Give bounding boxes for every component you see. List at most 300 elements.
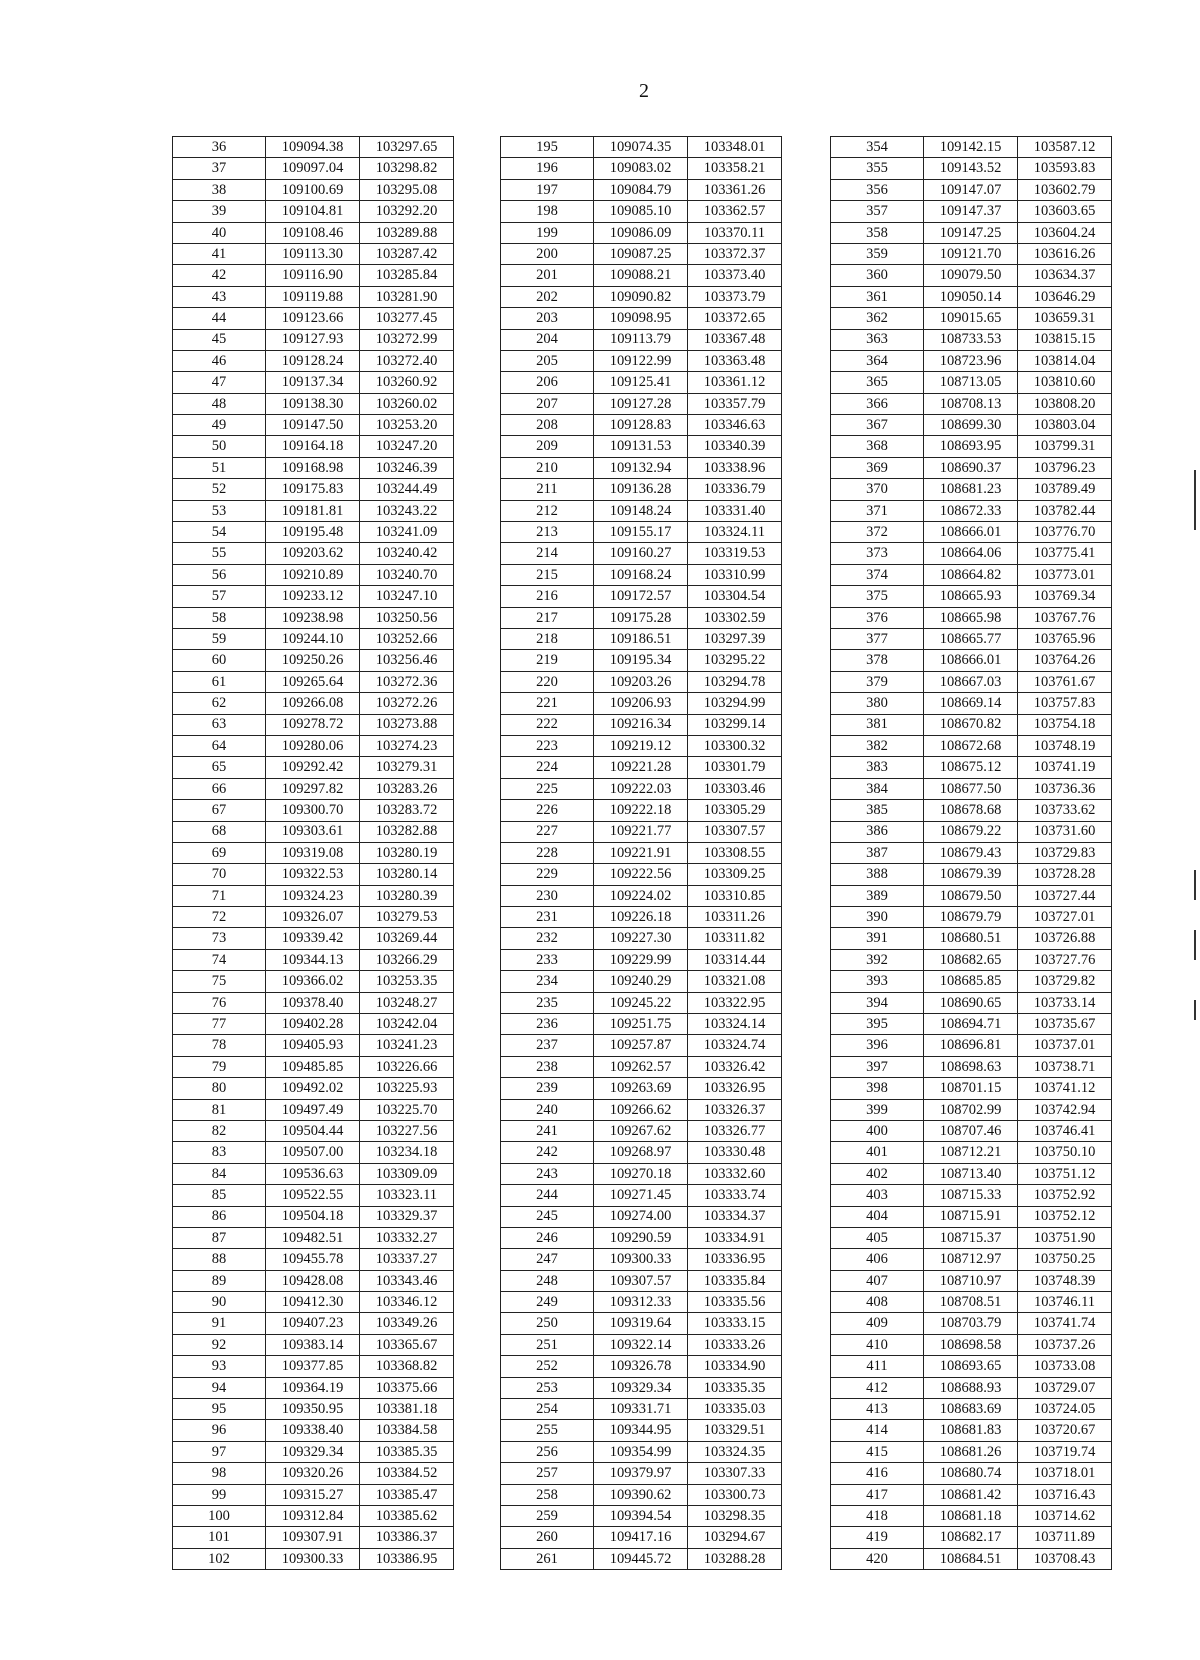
table-row bbox=[831, 800, 1112, 821]
x-coordinate-cell: 109131.53 bbox=[594, 436, 688, 457]
point-number-cell: 69 bbox=[173, 842, 266, 863]
table-row bbox=[831, 1078, 1112, 1099]
x-coordinate-cell: 109455.78 bbox=[266, 1249, 360, 1270]
x-coordinate-cell: 108681.18 bbox=[924, 1506, 1018, 1527]
table-row bbox=[173, 1292, 454, 1313]
y-coordinate-cell: 103324.35 bbox=[688, 1441, 782, 1462]
table-row bbox=[173, 842, 454, 863]
y-coordinate-cell: 103731.60 bbox=[1018, 821, 1112, 842]
table-row bbox=[831, 286, 1112, 307]
y-coordinate-cell: 103741.19 bbox=[1018, 757, 1112, 778]
y-coordinate-cell: 103602.79 bbox=[1018, 179, 1112, 200]
point-number-cell: 261 bbox=[501, 1548, 594, 1569]
point-number-cell: 384 bbox=[831, 778, 924, 799]
x-coordinate-cell: 108679.43 bbox=[924, 842, 1018, 863]
point-number-cell: 399 bbox=[831, 1099, 924, 1120]
table-row bbox=[831, 265, 1112, 286]
y-coordinate-cell: 103280.19 bbox=[360, 842, 454, 863]
point-number-cell: 76 bbox=[173, 992, 266, 1013]
x-coordinate-cell: 108684.51 bbox=[924, 1548, 1018, 1569]
y-coordinate-cell: 103256.46 bbox=[360, 650, 454, 671]
x-coordinate-cell: 109125.41 bbox=[594, 372, 688, 393]
point-number-cell: 65 bbox=[173, 757, 266, 778]
x-coordinate-cell: 108715.33 bbox=[924, 1185, 1018, 1206]
point-number-cell: 254 bbox=[501, 1399, 594, 1420]
table-row bbox=[831, 1399, 1112, 1420]
x-coordinate-cell: 109121.70 bbox=[924, 243, 1018, 264]
y-coordinate-cell: 103336.79 bbox=[688, 479, 782, 500]
y-coordinate-cell: 103319.53 bbox=[688, 543, 782, 564]
table-row bbox=[173, 971, 454, 992]
point-number-cell: 364 bbox=[831, 350, 924, 371]
point-number-cell: 387 bbox=[831, 842, 924, 863]
point-number-cell: 395 bbox=[831, 1014, 924, 1035]
x-coordinate-cell: 109227.30 bbox=[594, 928, 688, 949]
point-number-cell: 257 bbox=[501, 1463, 594, 1484]
y-coordinate-cell: 103782.44 bbox=[1018, 500, 1112, 521]
y-coordinate-cell: 103272.36 bbox=[360, 671, 454, 692]
y-coordinate-cell: 103280.14 bbox=[360, 864, 454, 885]
y-coordinate-cell: 103280.39 bbox=[360, 885, 454, 906]
point-number-cell: 393 bbox=[831, 971, 924, 992]
x-coordinate-cell: 109504.18 bbox=[266, 1206, 360, 1227]
table-row bbox=[501, 137, 782, 158]
y-coordinate-cell: 103326.37 bbox=[688, 1099, 782, 1120]
table-row bbox=[501, 778, 782, 799]
x-coordinate-cell: 108682.65 bbox=[924, 949, 1018, 970]
table-row bbox=[173, 1120, 454, 1141]
y-coordinate-cell: 103298.82 bbox=[360, 158, 454, 179]
table-row bbox=[831, 735, 1112, 756]
y-coordinate-cell: 103298.35 bbox=[688, 1506, 782, 1527]
x-coordinate-cell: 109312.33 bbox=[594, 1292, 688, 1313]
x-coordinate-cell: 109143.52 bbox=[924, 158, 1018, 179]
point-number-cell: 62 bbox=[173, 693, 266, 714]
x-coordinate-cell: 109322.53 bbox=[266, 864, 360, 885]
table-row bbox=[173, 907, 454, 928]
y-coordinate-cell: 103343.46 bbox=[360, 1270, 454, 1291]
y-coordinate-cell: 103761.67 bbox=[1018, 671, 1112, 692]
x-coordinate-cell: 109097.04 bbox=[266, 158, 360, 179]
y-coordinate-cell: 103227.56 bbox=[360, 1120, 454, 1141]
y-coordinate-cell: 103323.11 bbox=[360, 1185, 454, 1206]
x-coordinate-cell: 109148.24 bbox=[594, 500, 688, 521]
point-number-cell: 41 bbox=[173, 243, 266, 264]
x-coordinate-cell: 109181.81 bbox=[266, 500, 360, 521]
y-coordinate-cell: 103733.14 bbox=[1018, 992, 1112, 1013]
y-coordinate-cell: 103269.44 bbox=[360, 928, 454, 949]
x-coordinate-cell: 109119.88 bbox=[266, 286, 360, 307]
point-number-cell: 46 bbox=[173, 350, 266, 371]
table-row bbox=[501, 650, 782, 671]
table-row bbox=[173, 415, 454, 436]
table-row bbox=[173, 1527, 454, 1548]
point-number-cell: 259 bbox=[501, 1506, 594, 1527]
point-number-cell: 70 bbox=[173, 864, 266, 885]
y-coordinate-cell: 103375.66 bbox=[360, 1377, 454, 1398]
point-number-cell: 58 bbox=[173, 607, 266, 628]
point-number-cell: 67 bbox=[173, 800, 266, 821]
y-coordinate-cell: 103372.37 bbox=[688, 243, 782, 264]
point-number-cell: 221 bbox=[501, 693, 594, 714]
x-coordinate-cell: 108708.51 bbox=[924, 1292, 1018, 1313]
point-number-cell: 68 bbox=[173, 821, 266, 842]
point-number-cell: 220 bbox=[501, 671, 594, 692]
table-row bbox=[501, 1356, 782, 1377]
point-number-cell: 88 bbox=[173, 1249, 266, 1270]
point-number-cell: 75 bbox=[173, 971, 266, 992]
table-row bbox=[831, 479, 1112, 500]
point-number-cell: 398 bbox=[831, 1078, 924, 1099]
point-number-cell: 56 bbox=[173, 564, 266, 585]
table-row bbox=[173, 757, 454, 778]
y-coordinate-cell: 103381.18 bbox=[360, 1399, 454, 1420]
point-number-cell: 85 bbox=[173, 1185, 266, 1206]
point-number-cell: 40 bbox=[173, 222, 266, 243]
x-coordinate-cell: 109263.69 bbox=[594, 1078, 688, 1099]
point-number-cell: 99 bbox=[173, 1484, 266, 1505]
table-row bbox=[501, 543, 782, 564]
point-number-cell: 245 bbox=[501, 1206, 594, 1227]
table-row bbox=[501, 1227, 782, 1248]
x-coordinate-cell: 108703.79 bbox=[924, 1313, 1018, 1334]
y-coordinate-cell: 103714.62 bbox=[1018, 1506, 1112, 1527]
x-coordinate-cell: 109266.62 bbox=[594, 1099, 688, 1120]
x-coordinate-cell: 109221.77 bbox=[594, 821, 688, 842]
table-row bbox=[173, 543, 454, 564]
table-row bbox=[831, 158, 1112, 179]
x-coordinate-cell: 109322.14 bbox=[594, 1334, 688, 1355]
table-row bbox=[173, 1078, 454, 1099]
y-coordinate-cell: 103333.26 bbox=[688, 1334, 782, 1355]
table-row bbox=[831, 1206, 1112, 1227]
x-coordinate-cell: 109354.99 bbox=[594, 1441, 688, 1462]
point-number-cell: 237 bbox=[501, 1035, 594, 1056]
x-coordinate-cell: 109366.02 bbox=[266, 971, 360, 992]
table-row bbox=[173, 329, 454, 350]
y-coordinate-cell: 103659.31 bbox=[1018, 308, 1112, 329]
point-number-cell: 243 bbox=[501, 1163, 594, 1184]
coordinate-table-middle bbox=[500, 136, 782, 1570]
table-row bbox=[173, 564, 454, 585]
table-row bbox=[501, 372, 782, 393]
x-coordinate-cell: 109122.99 bbox=[594, 350, 688, 371]
x-coordinate-cell: 109087.25 bbox=[594, 243, 688, 264]
x-coordinate-cell: 109331.71 bbox=[594, 1399, 688, 1420]
point-number-cell: 250 bbox=[501, 1313, 594, 1334]
table-row bbox=[501, 586, 782, 607]
point-number-cell: 87 bbox=[173, 1227, 266, 1248]
table-row bbox=[173, 1399, 454, 1420]
point-number-cell: 223 bbox=[501, 735, 594, 756]
x-coordinate-cell: 109312.84 bbox=[266, 1506, 360, 1527]
y-coordinate-cell: 103384.52 bbox=[360, 1463, 454, 1484]
y-coordinate-cell: 103331.40 bbox=[688, 500, 782, 521]
y-coordinate-cell: 103241.23 bbox=[360, 1035, 454, 1056]
point-number-cell: 71 bbox=[173, 885, 266, 906]
point-number-cell: 389 bbox=[831, 885, 924, 906]
y-coordinate-cell: 103752.92 bbox=[1018, 1185, 1112, 1206]
table-row bbox=[831, 1227, 1112, 1248]
point-number-cell: 375 bbox=[831, 586, 924, 607]
y-coordinate-cell: 103335.35 bbox=[688, 1377, 782, 1398]
point-number-cell: 361 bbox=[831, 286, 924, 307]
y-coordinate-cell: 103294.67 bbox=[688, 1527, 782, 1548]
x-coordinate-cell: 109244.10 bbox=[266, 628, 360, 649]
x-coordinate-cell: 109383.14 bbox=[266, 1334, 360, 1355]
point-number-cell: 210 bbox=[501, 457, 594, 478]
table-row bbox=[173, 778, 454, 799]
point-number-cell: 66 bbox=[173, 778, 266, 799]
point-number-cell: 366 bbox=[831, 393, 924, 414]
point-number-cell: 409 bbox=[831, 1313, 924, 1334]
y-coordinate-cell: 103311.82 bbox=[688, 928, 782, 949]
point-number-cell: 48 bbox=[173, 393, 266, 414]
table-row bbox=[173, 1548, 454, 1569]
point-number-cell: 222 bbox=[501, 714, 594, 735]
x-coordinate-cell: 109168.98 bbox=[266, 457, 360, 478]
table-row bbox=[173, 650, 454, 671]
y-coordinate-cell: 103733.08 bbox=[1018, 1356, 1112, 1377]
point-number-cell: 255 bbox=[501, 1420, 594, 1441]
x-coordinate-cell: 109160.27 bbox=[594, 543, 688, 564]
table-row bbox=[501, 842, 782, 863]
table-row bbox=[831, 1120, 1112, 1141]
x-coordinate-cell: 109090.82 bbox=[594, 286, 688, 307]
table-row bbox=[173, 308, 454, 329]
y-coordinate-cell: 103300.73 bbox=[688, 1484, 782, 1505]
y-coordinate-cell: 103294.99 bbox=[688, 693, 782, 714]
table-row bbox=[831, 607, 1112, 628]
x-coordinate-cell: 108664.82 bbox=[924, 564, 1018, 585]
point-number-cell: 413 bbox=[831, 1399, 924, 1420]
x-coordinate-cell: 109326.78 bbox=[594, 1356, 688, 1377]
point-number-cell: 201 bbox=[501, 265, 594, 286]
table-row bbox=[831, 500, 1112, 521]
x-coordinate-cell: 108681.42 bbox=[924, 1484, 1018, 1505]
x-coordinate-cell: 108672.33 bbox=[924, 500, 1018, 521]
y-coordinate-cell: 103252.66 bbox=[360, 628, 454, 649]
table-row bbox=[831, 842, 1112, 863]
x-coordinate-cell: 108683.69 bbox=[924, 1399, 1018, 1420]
point-number-cell: 258 bbox=[501, 1484, 594, 1505]
y-coordinate-cell: 103322.95 bbox=[688, 992, 782, 1013]
table-row bbox=[831, 693, 1112, 714]
x-coordinate-cell: 109074.35 bbox=[594, 137, 688, 158]
point-number-cell: 202 bbox=[501, 286, 594, 307]
table-row bbox=[173, 735, 454, 756]
point-number-cell: 224 bbox=[501, 757, 594, 778]
y-coordinate-cell: 103244.49 bbox=[360, 479, 454, 500]
table-row bbox=[501, 1527, 782, 1548]
table-row bbox=[173, 693, 454, 714]
y-coordinate-cell: 103362.57 bbox=[688, 201, 782, 222]
point-number-cell: 230 bbox=[501, 885, 594, 906]
table-row bbox=[501, 1334, 782, 1355]
x-coordinate-cell: 109303.61 bbox=[266, 821, 360, 842]
table-row bbox=[173, 286, 454, 307]
x-coordinate-cell: 109280.06 bbox=[266, 735, 360, 756]
point-number-cell: 354 bbox=[831, 137, 924, 158]
x-coordinate-cell: 108701.15 bbox=[924, 1078, 1018, 1099]
y-coordinate-cell: 103750.10 bbox=[1018, 1142, 1112, 1163]
table-row bbox=[501, 564, 782, 585]
x-coordinate-cell: 108693.95 bbox=[924, 436, 1018, 457]
table-row bbox=[173, 1463, 454, 1484]
x-coordinate-cell: 108682.17 bbox=[924, 1527, 1018, 1548]
x-coordinate-cell: 108679.39 bbox=[924, 864, 1018, 885]
x-coordinate-cell: 109116.90 bbox=[266, 265, 360, 286]
x-coordinate-cell: 108672.68 bbox=[924, 735, 1018, 756]
y-coordinate-cell: 103814.04 bbox=[1018, 350, 1112, 371]
point-number-cell: 260 bbox=[501, 1527, 594, 1548]
x-coordinate-cell: 109195.48 bbox=[266, 522, 360, 543]
x-coordinate-cell: 109127.93 bbox=[266, 329, 360, 350]
y-coordinate-cell: 103253.20 bbox=[360, 415, 454, 436]
point-number-cell: 369 bbox=[831, 457, 924, 478]
x-coordinate-cell: 108694.71 bbox=[924, 1014, 1018, 1035]
x-coordinate-cell: 109394.54 bbox=[594, 1506, 688, 1527]
point-number-cell: 54 bbox=[173, 522, 266, 543]
table-row bbox=[501, 158, 782, 179]
x-coordinate-cell: 109402.28 bbox=[266, 1014, 360, 1035]
y-coordinate-cell: 103326.95 bbox=[688, 1078, 782, 1099]
x-coordinate-cell: 109329.34 bbox=[594, 1377, 688, 1398]
point-number-cell: 213 bbox=[501, 522, 594, 543]
point-number-cell: 236 bbox=[501, 1014, 594, 1035]
x-coordinate-cell: 109113.79 bbox=[594, 329, 688, 350]
y-coordinate-cell: 103240.42 bbox=[360, 543, 454, 564]
y-coordinate-cell: 103246.39 bbox=[360, 457, 454, 478]
x-coordinate-cell: 109123.66 bbox=[266, 308, 360, 329]
point-number-cell: 102 bbox=[173, 1548, 266, 1569]
x-coordinate-cell: 109344.13 bbox=[266, 949, 360, 970]
x-coordinate-cell: 109307.91 bbox=[266, 1527, 360, 1548]
table-row bbox=[173, 1420, 454, 1441]
table-row bbox=[831, 372, 1112, 393]
y-coordinate-cell: 103736.36 bbox=[1018, 778, 1112, 799]
y-coordinate-cell: 103358.21 bbox=[688, 158, 782, 179]
y-coordinate-cell: 103335.84 bbox=[688, 1270, 782, 1291]
point-number-cell: 382 bbox=[831, 735, 924, 756]
x-coordinate-cell: 109315.27 bbox=[266, 1484, 360, 1505]
y-coordinate-cell: 103334.90 bbox=[688, 1356, 782, 1377]
table-row bbox=[173, 992, 454, 1013]
x-coordinate-cell: 109128.83 bbox=[594, 415, 688, 436]
y-coordinate-cell: 103294.78 bbox=[688, 671, 782, 692]
point-number-cell: 239 bbox=[501, 1078, 594, 1099]
table-row bbox=[831, 757, 1112, 778]
y-coordinate-cell: 103225.93 bbox=[360, 1078, 454, 1099]
table-row bbox=[831, 436, 1112, 457]
x-coordinate-cell: 109100.69 bbox=[266, 179, 360, 200]
point-number-cell: 249 bbox=[501, 1292, 594, 1313]
x-coordinate-cell: 109138.30 bbox=[266, 393, 360, 414]
table-row bbox=[501, 1078, 782, 1099]
x-coordinate-cell: 109324.23 bbox=[266, 885, 360, 906]
point-number-cell: 417 bbox=[831, 1484, 924, 1505]
point-number-cell: 368 bbox=[831, 436, 924, 457]
x-coordinate-cell: 108681.23 bbox=[924, 479, 1018, 500]
x-coordinate-cell: 109147.25 bbox=[924, 222, 1018, 243]
x-coordinate-cell: 108715.91 bbox=[924, 1206, 1018, 1227]
table-row bbox=[501, 821, 782, 842]
point-number-cell: 367 bbox=[831, 415, 924, 436]
y-coordinate-cell: 103746.11 bbox=[1018, 1292, 1112, 1313]
x-coordinate-cell: 109412.30 bbox=[266, 1292, 360, 1313]
table-row bbox=[501, 1163, 782, 1184]
y-coordinate-cell: 103332.27 bbox=[360, 1227, 454, 1248]
table-row bbox=[501, 971, 782, 992]
table-row bbox=[831, 1185, 1112, 1206]
table-row bbox=[501, 949, 782, 970]
x-coordinate-cell: 109222.56 bbox=[594, 864, 688, 885]
table-row bbox=[831, 1463, 1112, 1484]
x-coordinate-cell: 108693.65 bbox=[924, 1356, 1018, 1377]
x-coordinate-cell: 109088.21 bbox=[594, 265, 688, 286]
x-coordinate-cell: 109142.15 bbox=[924, 137, 1018, 158]
y-coordinate-cell: 103314.44 bbox=[688, 949, 782, 970]
table-row bbox=[831, 1142, 1112, 1163]
point-number-cell: 81 bbox=[173, 1099, 266, 1120]
point-number-cell: 218 bbox=[501, 628, 594, 649]
y-coordinate-cell: 103241.09 bbox=[360, 522, 454, 543]
x-coordinate-cell: 109094.38 bbox=[266, 137, 360, 158]
point-number-cell: 203 bbox=[501, 308, 594, 329]
y-coordinate-cell: 103274.23 bbox=[360, 735, 454, 756]
point-number-cell: 402 bbox=[831, 1163, 924, 1184]
y-coordinate-cell: 103765.96 bbox=[1018, 628, 1112, 649]
point-number-cell: 89 bbox=[173, 1270, 266, 1291]
point-number-cell: 396 bbox=[831, 1035, 924, 1056]
x-coordinate-cell: 109482.51 bbox=[266, 1227, 360, 1248]
x-coordinate-cell: 109172.57 bbox=[594, 586, 688, 607]
y-coordinate-cell: 103729.83 bbox=[1018, 842, 1112, 863]
table-row bbox=[831, 1441, 1112, 1462]
point-number-cell: 61 bbox=[173, 671, 266, 692]
point-number-cell: 408 bbox=[831, 1292, 924, 1313]
table-row bbox=[501, 1014, 782, 1035]
y-coordinate-cell: 103372.65 bbox=[688, 308, 782, 329]
table-row bbox=[173, 1206, 454, 1227]
table-row bbox=[501, 735, 782, 756]
table-row bbox=[501, 1399, 782, 1420]
y-coordinate-cell: 103738.71 bbox=[1018, 1056, 1112, 1077]
y-coordinate-cell: 103330.48 bbox=[688, 1142, 782, 1163]
table-row bbox=[501, 714, 782, 735]
point-number-cell: 197 bbox=[501, 179, 594, 200]
point-number-cell: 212 bbox=[501, 500, 594, 521]
y-coordinate-cell: 103727.76 bbox=[1018, 949, 1112, 970]
point-number-cell: 72 bbox=[173, 907, 266, 928]
point-number-cell: 401 bbox=[831, 1142, 924, 1163]
y-coordinate-cell: 103338.96 bbox=[688, 457, 782, 478]
point-number-cell: 50 bbox=[173, 436, 266, 457]
y-coordinate-cell: 103304.54 bbox=[688, 586, 782, 607]
point-number-cell: 377 bbox=[831, 628, 924, 649]
table-row bbox=[501, 457, 782, 478]
x-coordinate-cell: 109405.93 bbox=[266, 1035, 360, 1056]
table-row bbox=[173, 372, 454, 393]
x-coordinate-cell: 108690.37 bbox=[924, 457, 1018, 478]
table-row bbox=[501, 1099, 782, 1120]
table-row bbox=[831, 243, 1112, 264]
point-number-cell: 359 bbox=[831, 243, 924, 264]
y-coordinate-cell: 103365.67 bbox=[360, 1334, 454, 1355]
point-number-cell: 214 bbox=[501, 543, 594, 564]
x-coordinate-cell: 109050.14 bbox=[924, 286, 1018, 307]
table-row bbox=[501, 607, 782, 628]
